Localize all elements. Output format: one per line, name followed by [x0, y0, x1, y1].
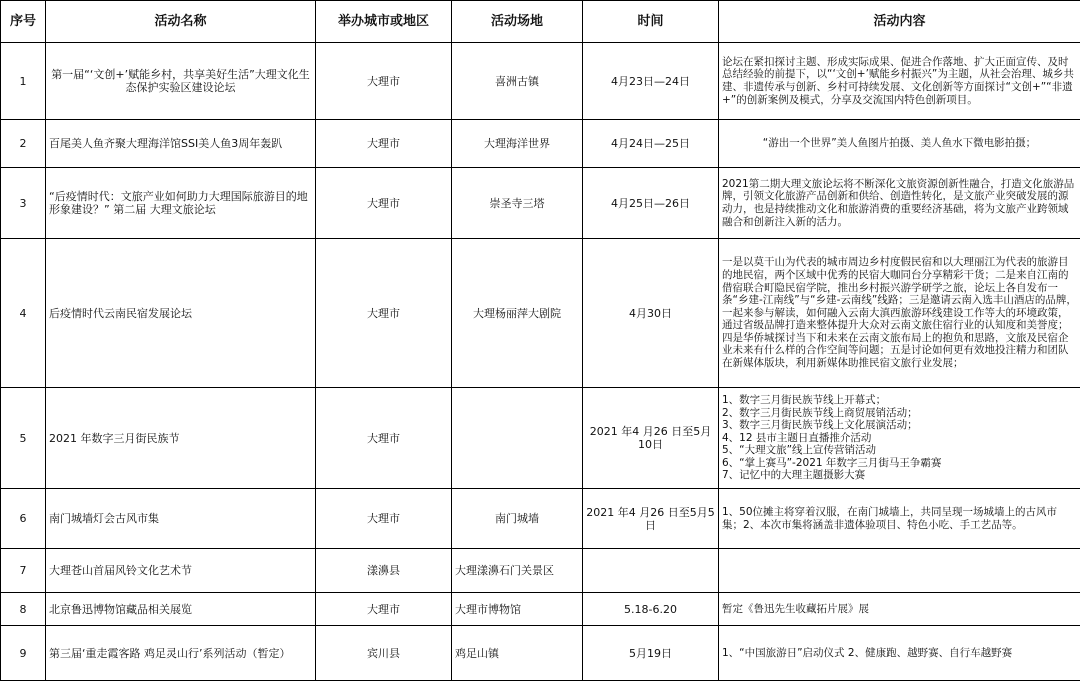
header-row [1, 1, 1080, 43]
cell-name: 百尾美人鱼齐聚大理海洋馆SSI美人鱼3周年轰趴 [46, 120, 316, 168]
cell-venue: 鸡足山镇 [452, 626, 583, 681]
cell-no: 9 [1, 626, 46, 681]
cell-time: 2021 年4 月26 日至5月10日 [583, 388, 719, 489]
cell-city: 大理市 [316, 168, 452, 239]
cell-name: 后疫情时代云南民宿发展论坛 [46, 239, 316, 388]
cell-no: 4 [1, 239, 46, 388]
cell-content: 暂定《鲁迅先生收藏拓片展》展 [719, 593, 1080, 626]
header-city: 举办城市或地区 [316, 1, 452, 43]
table-row [1, 120, 1080, 168]
cell-content: 论坛在紧扣探讨主题、形成实际成果、促进合作落地、扩大正面宣传、及时总结经验的前提下，以“‘文创+’赋能乡村振兴”为主题，从社会治理、城乡共建、非遗传承与创新、乡村可持续发展、文化创新等方面探讨“文创+”“非遗+”的创新案例及模式，分享及交流国内特色创新项目。 [719, 43, 1080, 120]
table-row [1, 549, 1080, 593]
cell-venue: 大理海洋世界 [452, 120, 583, 168]
cell-no: 5 [1, 388, 46, 489]
cell-city: 大理市 [316, 43, 452, 120]
cell-no: 6 [1, 489, 46, 549]
cell-time: 4月25日—26日 [583, 168, 719, 239]
cell-city: 大理市 [316, 388, 452, 489]
cell-time: 4月30日 [583, 239, 719, 388]
cell-time: 2021 年4 月26 日至5月5日 [583, 489, 719, 549]
cell-content: 1、50位摊主将穿着汉服，在南门城墙上，共同呈现一场城墙上的古风市集；2、本次市集将涵盖非遗体验项目、特色小吃、手工艺品等。 [719, 489, 1080, 549]
table-row [1, 239, 1080, 388]
cell-city: 大理市 [316, 120, 452, 168]
table-row [1, 43, 1080, 120]
cell-venue: 喜洲古镇 [452, 43, 583, 120]
cell-content: 一是以莫干山为代表的城市周边乡村度假民宿和以大理丽江为代表的旅游目的地民宿，两个区域中优秀的民宿大咖同台分享精彩干货；二是来自江南的借宿联合町隐民宿学院，推出乡村振兴游学研学之旅，论坛上各自发布一条“乡建-江南线”与“乡建-云南线”线路；三是邀请云南入选丰山酒店的品牌，一起来参与解读，如何融入云南大滇西旅游环线建设工作等大的环境政策，通过省级品牌打造来整体提升大众对云南文旅住宿行业的认知度和美誉度；四是华侨城探讨当下和未来在云南文旅布局上的抱负和思路，文旅及民宿企业未来有什么样的合作空间等问题；五是讨论如何更有效地投注精力和团队在新媒体版块，利用新媒体助推民宿文旅行业发展； [719, 239, 1080, 388]
table-row [1, 626, 1080, 681]
cell-venue: 崇圣寺三塔 [452, 168, 583, 239]
cell-time: 4月23日—24日 [583, 43, 719, 120]
cell-venue: 大理市博物馆 [452, 593, 583, 626]
cell-content: “游出一个世界”美人鱼图片拍摄、美人鱼水下微电影拍摄； [719, 120, 1080, 168]
header-no: 序号 [1, 1, 46, 43]
cell-venue: 南门城墙 [452, 489, 583, 549]
cell-name: 南门城墙灯会古风市集 [46, 489, 316, 549]
cell-city: 大理市 [316, 239, 452, 388]
header-time: 时间 [583, 1, 719, 43]
cell-name: 大理苍山首届风铃文化艺术节 [46, 549, 316, 593]
header-content: 活动内容 [719, 1, 1080, 43]
cell-venue [452, 388, 583, 489]
header-name: 活动名称 [46, 1, 316, 43]
cell-no: 2 [1, 120, 46, 168]
cell-name: “后疫情时代：文旅产业如何助力大理国际旅游目的地形象建设？” 第二届 大理文旅论坛 [46, 168, 316, 239]
cell-no: 1 [1, 43, 46, 120]
table-row [1, 388, 1080, 489]
cell-time [583, 549, 719, 593]
cell-content: 1、“中国旅游日”启动仪式 2、健康跑、越野赛、自行车越野赛 [719, 626, 1080, 681]
cell-city: 宾川县 [316, 626, 452, 681]
cell-name: 2021 年数字三月街民族节 [46, 388, 316, 489]
cell-name: 第三届‘重走霞客路 鸡足灵山行’系列活动（暂定） [46, 626, 316, 681]
cell-city: 漾濞县 [316, 549, 452, 593]
cell-no: 7 [1, 549, 46, 593]
cell-no: 8 [1, 593, 46, 626]
cell-content [719, 549, 1080, 593]
cell-no: 3 [1, 168, 46, 239]
cell-city: 大理市 [316, 593, 452, 626]
table-row [1, 168, 1080, 239]
cell-name: 北京鲁迅博物馆藏品相关展览 [46, 593, 316, 626]
cell-venue: 大理杨丽萍大剧院 [452, 239, 583, 388]
header-venue: 活动场地 [452, 1, 583, 43]
cell-city: 大理市 [316, 489, 452, 549]
cell-time: 5.18-6.20 [583, 593, 719, 626]
cell-time: 4月24日—25日 [583, 120, 719, 168]
cell-time: 5月19日 [583, 626, 719, 681]
cell-content: 2021第二期大理文旅论坛将不断深化文旅资源创新性融合，打造文化旅游品牌，引领文化旅游产品创新和供给、创造性转化，是文旅产业突破发展的源动力，也是持续推动文化和旅游消费的重要经济基础，将为文旅产业跨领域融合和创新注入新的活力。 [719, 168, 1080, 239]
table-row [1, 593, 1080, 626]
cell-venue: 大理漾濞石门关景区 [452, 549, 583, 593]
cell-name: 第一届“‘文创+’赋能乡村，共享美好生活”大理文化生态保护实验区建设论坛 [46, 43, 316, 120]
cell-content: 1、数字三月街民族节线上开幕式； 2、数字三月街民族节线上商贸展销活动； 3、数字三月街民族节线上文化展演活动； 4、12 县市主题日直播推介活动 5、“大理文旅”线上宣传营销活动 6、“掌上赛马”-2021 年数字三月街马王争霸赛 7、记忆中的大理主题摄影大赛 [719, 388, 1080, 489]
table-row [1, 489, 1080, 549]
